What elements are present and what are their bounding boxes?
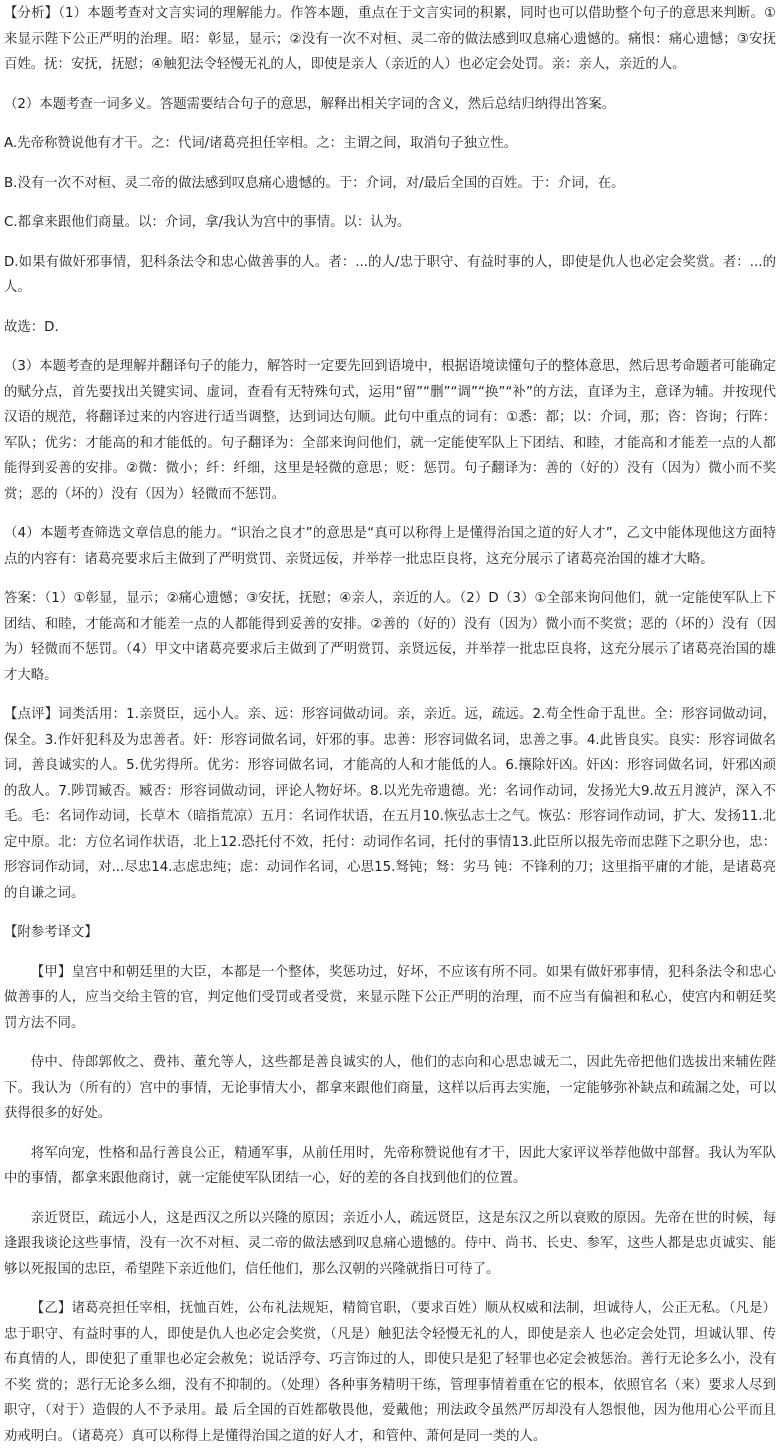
- translation-jia-tag: 【甲】: [30, 964, 72, 980]
- translation-jia-paragraph-1: [4, 960, 776, 1037]
- translation-jia-paragraph-3: 将军向宠，性格和品行善良公正，精通军事，从前任用时，先帝称赞说他有才干，因此大家评议举荐他做中部督。我认为军队中的事情，都拿来跟他商讨，就一定能使军队团结一心，好的差的各自找到他们的位置。: [4, 1145, 776, 1186]
- comment-text: 词类活用：1.亲贤臣，远小人。亲、远：形容词做动词。亲，亲近。远，疏远。2.苟全性命于乱世。全：形容词做动词，保全。3.作奸犯科及为忠善者。奸：形容词做名词，奸邪的事。忠善：形容词做名词，忠善之事。4.此皆良实。良实：形容词做名词，善良诚实的人。5.优劣得所。优劣：形容词做名词，才能高的人和才能低的人。6.攘除奸凶。奸凶：形容词做名词，奸邪凶顽的敌人。7.陟罚臧否。臧否：形容词做动词，评论人物好坏。8.以光先帝遗德。光：名词作动词，发扬光大9.故五月渡泸，深入不毛。毛：名词作动词，长草木（暗指荒凉）五月：名词作状语，在五月10.恢弘志士之气。恢弘：形容词作动词，扩大、发扬11.北定中原。北：方位名词作状语，北上12.恐托付不效，托付：动词作名词，托付的事情13.此臣所以报先帝而忠陛下之职分也，忠：形容词作动词，对...尽忠14.志虑忠纯；虑：动词作名词，心思15.驽钝；驽：劣马 钝：不锋利的刀；这里指平庸的才能，是诸葛亮的自谦之词。: [4, 707, 776, 901]
- analysis-paragraph-3: （3）本题考查的是理解并翻译句子的能力，解答时一定要先回到语境中，根据语境读懂句子的整体意思，然后思考命题者可能确定的赋分点，首先要找出关键实词、虚词，查看有无特殊句式，运用“留”“删”“调”“换”“补”的方法，直译为主，意译为辅。并按现代汉语的规范，将翻译过来的内容进行适当调整，达到词达句顺。此句中重点的词有：①悉：都；以：介词，那；咨：咨询；行阵：军队；优劣：才能高的和才能低的。句子翻译为：全部来询问他们，就一定能使军队上下团结、和睦，才能高和才能差一点的人都能得到妥善的安排。②微：微小；纤：纤细，这里是轻微的意思；贬：惩罚。句子翻译为：善的（好的）没有（因为）微小而不奖赏；恶的（坏的）没有（因为）轻微而不惩罚。: [4, 359, 776, 502]
- translation-heading: 【附参考译文】: [4, 925, 98, 940]
- analysis-paragraph-1: [4, 1, 776, 78]
- comment-tag: 【点评】: [4, 707, 59, 722]
- comment-paragraph: [4, 702, 776, 906]
- analysis-tag: 【分析】: [4, 6, 59, 21]
- translation-yi-text: 诸葛亮担任宰相，抚恤百姓，公布礼法规矩，精简官职，（要求百姓）顺从权威和法制，坦诚待人，公正无私。（凡是）忠于职守、有益时事的人，即使是仇人也必定会奖赏，（凡是）触犯法令轻慢无礼的人，即使是亲人 也必定会处罚，坦诚认罪、传布真情的人，即使犯了重罪也必定会赦免；说话浮夸、巧言饰过的人，即使只是犯了轻罪也必定会被惩治。善行无论多么小，没有不奖 赏的；恶行无论多么细，没有不抑制的。（处理）各种事务精明干练，管理事情着重在它的根本，依照官名（来）要求人尽到职守，（对于）造假的人不予录用。最 后全国的百姓都敬畏他，爱戴他；刑法政令虽然严厉却没有人怨恨他，因为他用心公平而且劝戒明白。（诸葛亮）真可以称得上是懂得治国之道的好人才，和管仲、萧何是同一类的人。: [4, 1301, 776, 1444]
- analysis-paragraph-2: （2）本题考查一词多义。答题需要结合句子的意思，解释出相关字词的含义，然后总结归纳得出答案。: [4, 96, 616, 112]
- choice-result: 故选：D.: [4, 319, 59, 335]
- translation-jia-text-1: 皇宫中和朝廷里的大臣，本都是一个整体，奖惩功过，好坏，不应该有所不同。如果有做奸邪事情，犯科条法令和忠心做善事的人，应当交给主管的官，判定他们受罚或者受赏，来显示陛下公正严明的治理，而不应当有偏袒和私心，使宫内和朝廷奖罚方法不同。: [4, 964, 776, 1031]
- option-d: D.如果有做奸邪事情，犯科条法令和忠心做善事的人。者：...的人/忠于职守、有益时事的人，即使是仇人也必定会奖赏。者：...的人。: [4, 254, 776, 295]
- answer-paragraph: 答案：（1）①彰显，显示；②痛心遗憾；③安抚，抚慰；④亲人，亲近的人。（2）D（3）①全部来询问他们，就一定能使军队上下团结、和睦，才能高和才能差一点的人都能得到妥善的安排。②善的（好的）没有（因为）微小而不奖赏；恶的（坏的）没有（因为）轻微而不惩罚。（4）甲文中诸葛亮要求后主做到了严明赏罚、亲贤远佞，并举荐一批忠臣良将，这充分展示了诸葛亮治国的雄才大略。: [4, 591, 776, 683]
- translation-yi-paragraph: [4, 1296, 776, 1449]
- analysis-text-1: （1）本题考查对文言实词的理解能力。作答本题，重点在于文言实词的积累，同时也可以借助整个句子的意思来判断。①来显示陛下公正严明的治理。昭：彰显，显示；②没有一次不对桓、灵二帝的做法感到叹息痛心遗憾的。痛恨：痛心遗憾；③安抚百姓。抚：安抚，抚慰；④触犯法令轻慢无礼的人，即使是亲人（亲近的人）也必定会处罚。亲：亲人，亲近的人。: [4, 6, 777, 72]
- option-c: C.都拿来跟他们商量。以：介词，拿/我认为宫中的事情。以：认为。: [4, 215, 411, 230]
- translation-yi-tag: 【乙】: [30, 1301, 72, 1316]
- option-b: B.没有一次不对桓、灵二帝的做法感到叹息痛心遗憾的。于：介词，对/最后全国的百姓。于：介词，在。: [4, 175, 625, 191]
- analysis-paragraph-4: （4）本题考查筛选文章信息的能力。“识治之良才”的意思是“真可以称得上是懂得治国之道的好人才”，乙文中能体现他这方面特点的内容有：诸葛亮要求后主做到了严明赏罚、亲贤远佞，并举荐一批忠臣良将，这充分展示了诸葛亮治国的雄才大略。: [4, 526, 776, 567]
- option-a: A.先帝称赞说他有才干。之：代词/诸葛亮担任宰相。之：主谓之间，取消句子独立性。: [4, 136, 518, 151]
- translation-jia-paragraph-4: 亲近贤臣，疏远小人，这是西汉之所以兴隆的原因；亲近小人，疏远贤臣，这是东汉之所以衰败的原因。先帝在世的时候，每逢跟我谈论这些事情，没有一次不对桓、灵二帝的做法感到叹息痛心遗憾的。侍中、尚书、长史、参军，这些人都是忠贞诚实、能够以死报国的忠臣，希望陛下亲近他们，信任他们，那么汉朝的兴隆就指日可待了。: [4, 1210, 776, 1277]
- translation-jia-paragraph-2: 侍中、侍郎郭攸之、费祎、董允等人，这些都是善良诚实的人，他们的志向和心思忠诚无二，因此先帝把他们选拔出来辅佐陛下。我认为（所有的）宫中的事情，无论事情大小，都拿来跟他们商量，这样以后再去实施，一定能够弥补缺点和疏漏之处，可以获得很多的好处。: [4, 1055, 776, 1121]
